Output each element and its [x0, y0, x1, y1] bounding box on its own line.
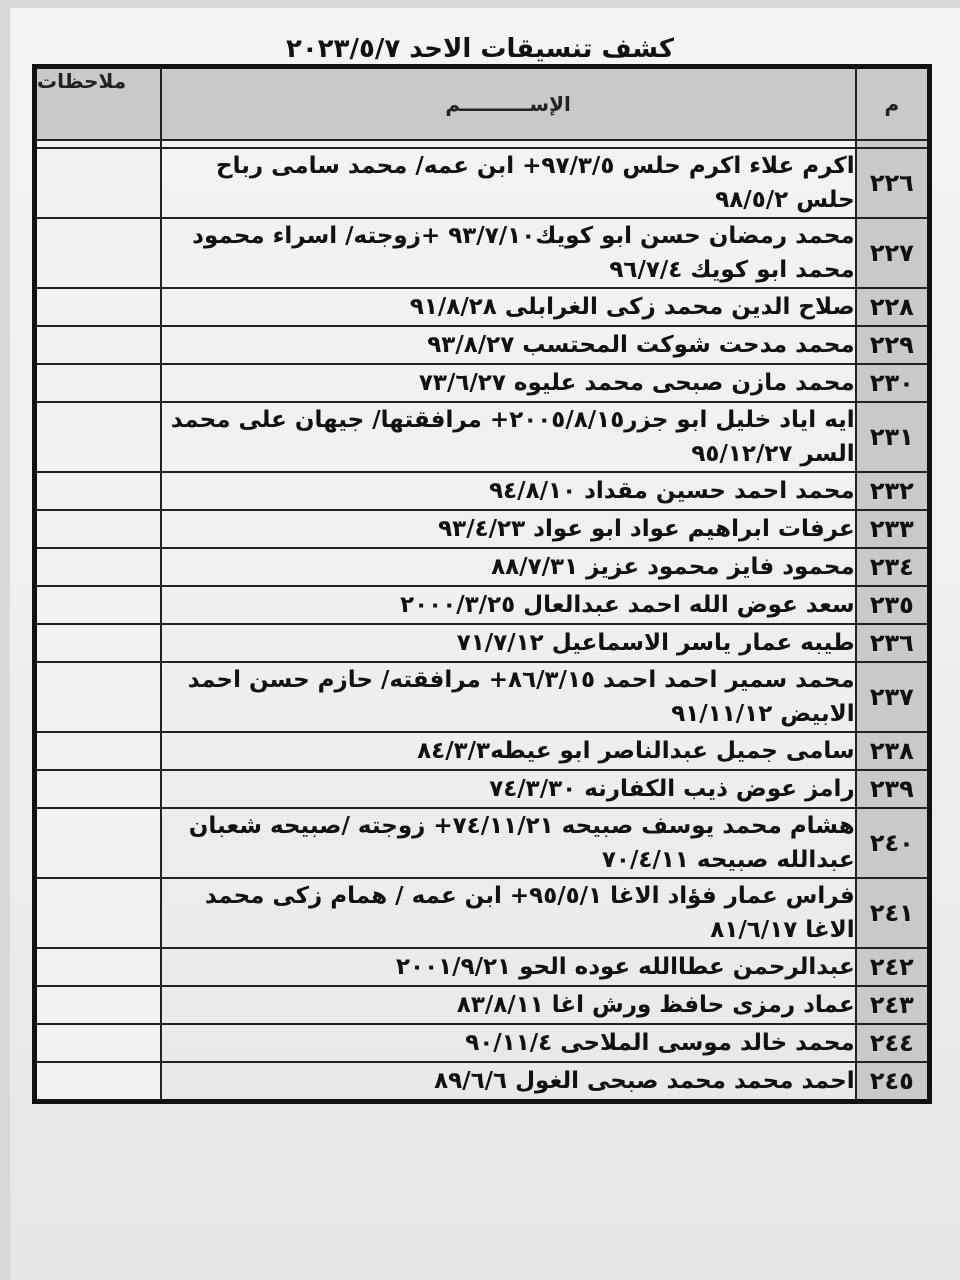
- row-notes: [35, 732, 161, 770]
- row-number: ٢٢٨: [856, 288, 930, 326]
- row-number: ٢٤٢: [856, 948, 930, 986]
- table-row: [35, 732, 930, 770]
- table-row: [35, 1024, 930, 1062]
- row-number: ٢٤٤: [856, 1024, 930, 1062]
- table-row: [35, 548, 930, 586]
- row-name: عبدالرحمن عطاالله عوده الحو ٢٠٠١/٩/٢١: [161, 948, 856, 986]
- row-name: عرفات ابراهيم عواد ابو عواد ٩٣/٤/٢٣: [161, 510, 856, 548]
- table-row: [35, 624, 930, 662]
- row-name: سعد عوض الله احمد عبدالعال ٢٠٠٠/٣/٢٥: [161, 586, 856, 624]
- table-row: [35, 326, 930, 364]
- row-name: اكرم علاء اكرم حلس ٩٧/٣/٥+ ابن عمه/ محمد سامى رباح حلس ٩٨/٥/٢: [161, 148, 856, 218]
- table-row: [35, 288, 930, 326]
- table-row: [35, 986, 930, 1024]
- table-row: [35, 586, 930, 624]
- row-notes: [35, 662, 161, 732]
- header-gap: [35, 140, 930, 148]
- row-number: ٢٣٣: [856, 510, 930, 548]
- row-notes: [35, 148, 161, 218]
- row-name: صلاح الدين محمد زكى الغرابلى ٩١/٨/٢٨: [161, 288, 856, 326]
- row-number: ٢٣٧: [856, 662, 930, 732]
- row-number: ٢٤١: [856, 878, 930, 948]
- header-notes: ملاحظات: [35, 67, 161, 141]
- row-notes: [35, 986, 161, 1024]
- table-row: [35, 510, 930, 548]
- row-notes: [35, 770, 161, 808]
- table-row: [35, 808, 930, 878]
- row-name: رامز عوض ذيب الكفارنه ٧٤/٣/٣٠: [161, 770, 856, 808]
- table-header-row: [35, 67, 930, 141]
- row-number: ٢٣٢: [856, 472, 930, 510]
- table-row: [35, 948, 930, 986]
- row-number: ٢٣٠: [856, 364, 930, 402]
- table-row: [35, 364, 930, 402]
- row-name: هشام محمد يوسف صبيحه ٧٤/١١/٢١+ زوجته /صبيحه شعبان عبدالله صبيحه ٧٠/٤/١١: [161, 808, 856, 878]
- table-row: [35, 218, 930, 288]
- row-name: محمد خالد موسى الملاحى ٩٠/١١/٤: [161, 1024, 856, 1062]
- row-number: ٢٣١: [856, 402, 930, 472]
- row-notes: [35, 402, 161, 472]
- row-name: محمد رمضان حسن ابو كويك٩٣/٧/١٠ +زوجته/ اسراء محمود محمد ابو كويك ٩٦/٧/٤: [161, 218, 856, 288]
- row-name: عماد رمزى حافظ ورش اغا ٨٣/٨/١١: [161, 986, 856, 1024]
- row-notes: [35, 326, 161, 364]
- table-row: [35, 472, 930, 510]
- table-row: [35, 770, 930, 808]
- row-notes: [35, 624, 161, 662]
- names-table: [32, 64, 932, 1104]
- row-notes: [35, 288, 161, 326]
- row-number: ٢٣٤: [856, 548, 930, 586]
- row-name: محمد سمير احمد احمد ٨٦/٣/١٥+ مرافقته/ حازم حسن احمد الابيض ٩١/١١/١٢: [161, 662, 856, 732]
- row-name: محمد مدحت شوكت المحتسب ٩٣/٨/٢٧: [161, 326, 856, 364]
- row-name: محمد احمد حسين مقداد ٩٤/٨/١٠: [161, 472, 856, 510]
- row-number: ٢٣٨: [856, 732, 930, 770]
- row-notes: [35, 878, 161, 948]
- row-number: ٢٤٥: [856, 1062, 930, 1102]
- row-number: ٢٢٩: [856, 326, 930, 364]
- row-name: سامى جميل عبدالناصر ابو عيطه٨٤/٣/٣: [161, 732, 856, 770]
- row-number: ٢٣٩: [856, 770, 930, 808]
- row-number: ٢٣٦: [856, 624, 930, 662]
- row-notes: [35, 548, 161, 586]
- row-name: فراس عمار فؤاد الاغا ٩٥/٥/١+ ابن عمه / همام زكى محمد الاغا ٨١/٦/١٧: [161, 878, 856, 948]
- row-notes: [35, 586, 161, 624]
- row-number: ٢٤٣: [856, 986, 930, 1024]
- table-row: [35, 878, 930, 948]
- row-notes: [35, 218, 161, 288]
- row-name: محمد مازن صبحى محمد عليوه ٧٣/٦/٢٧: [161, 364, 856, 402]
- page-title: كشف تنسيقات الاحد ٢٠٢٣/٥/٧: [286, 34, 674, 64]
- table-row: [35, 662, 930, 732]
- table-row: [35, 1062, 930, 1102]
- row-number: ٢٢٧: [856, 218, 930, 288]
- row-name: محمود فايز محمود عزيز ٨٨/٧/٣١: [161, 548, 856, 586]
- row-notes: [35, 948, 161, 986]
- row-number: ٢٢٦: [856, 148, 930, 218]
- row-notes: [35, 808, 161, 878]
- row-notes: [35, 472, 161, 510]
- row-name: طيبه عمار ياسر الاسماعيل ٧١/٧/١٢: [161, 624, 856, 662]
- row-number: ٢٣٥: [856, 586, 930, 624]
- row-number: ٢٤٠: [856, 808, 930, 878]
- row-name: ايه اياد خليل ابو جزر٢٠٠٥/٨/١٥+ مرافقتها/ جيهان على محمد السر ٩٥/١٢/٢٧: [161, 402, 856, 472]
- row-notes: [35, 364, 161, 402]
- table-row: [35, 402, 930, 472]
- row-notes: [35, 510, 161, 548]
- row-notes: [35, 1024, 161, 1062]
- table-row: [35, 148, 930, 218]
- row-name: احمد محمد محمد صبحى الغول ٨٩/٦/٦: [161, 1062, 856, 1102]
- header-name: الإســــــــــم: [161, 67, 856, 141]
- row-notes: [35, 1062, 161, 1102]
- header-number: م: [856, 67, 930, 141]
